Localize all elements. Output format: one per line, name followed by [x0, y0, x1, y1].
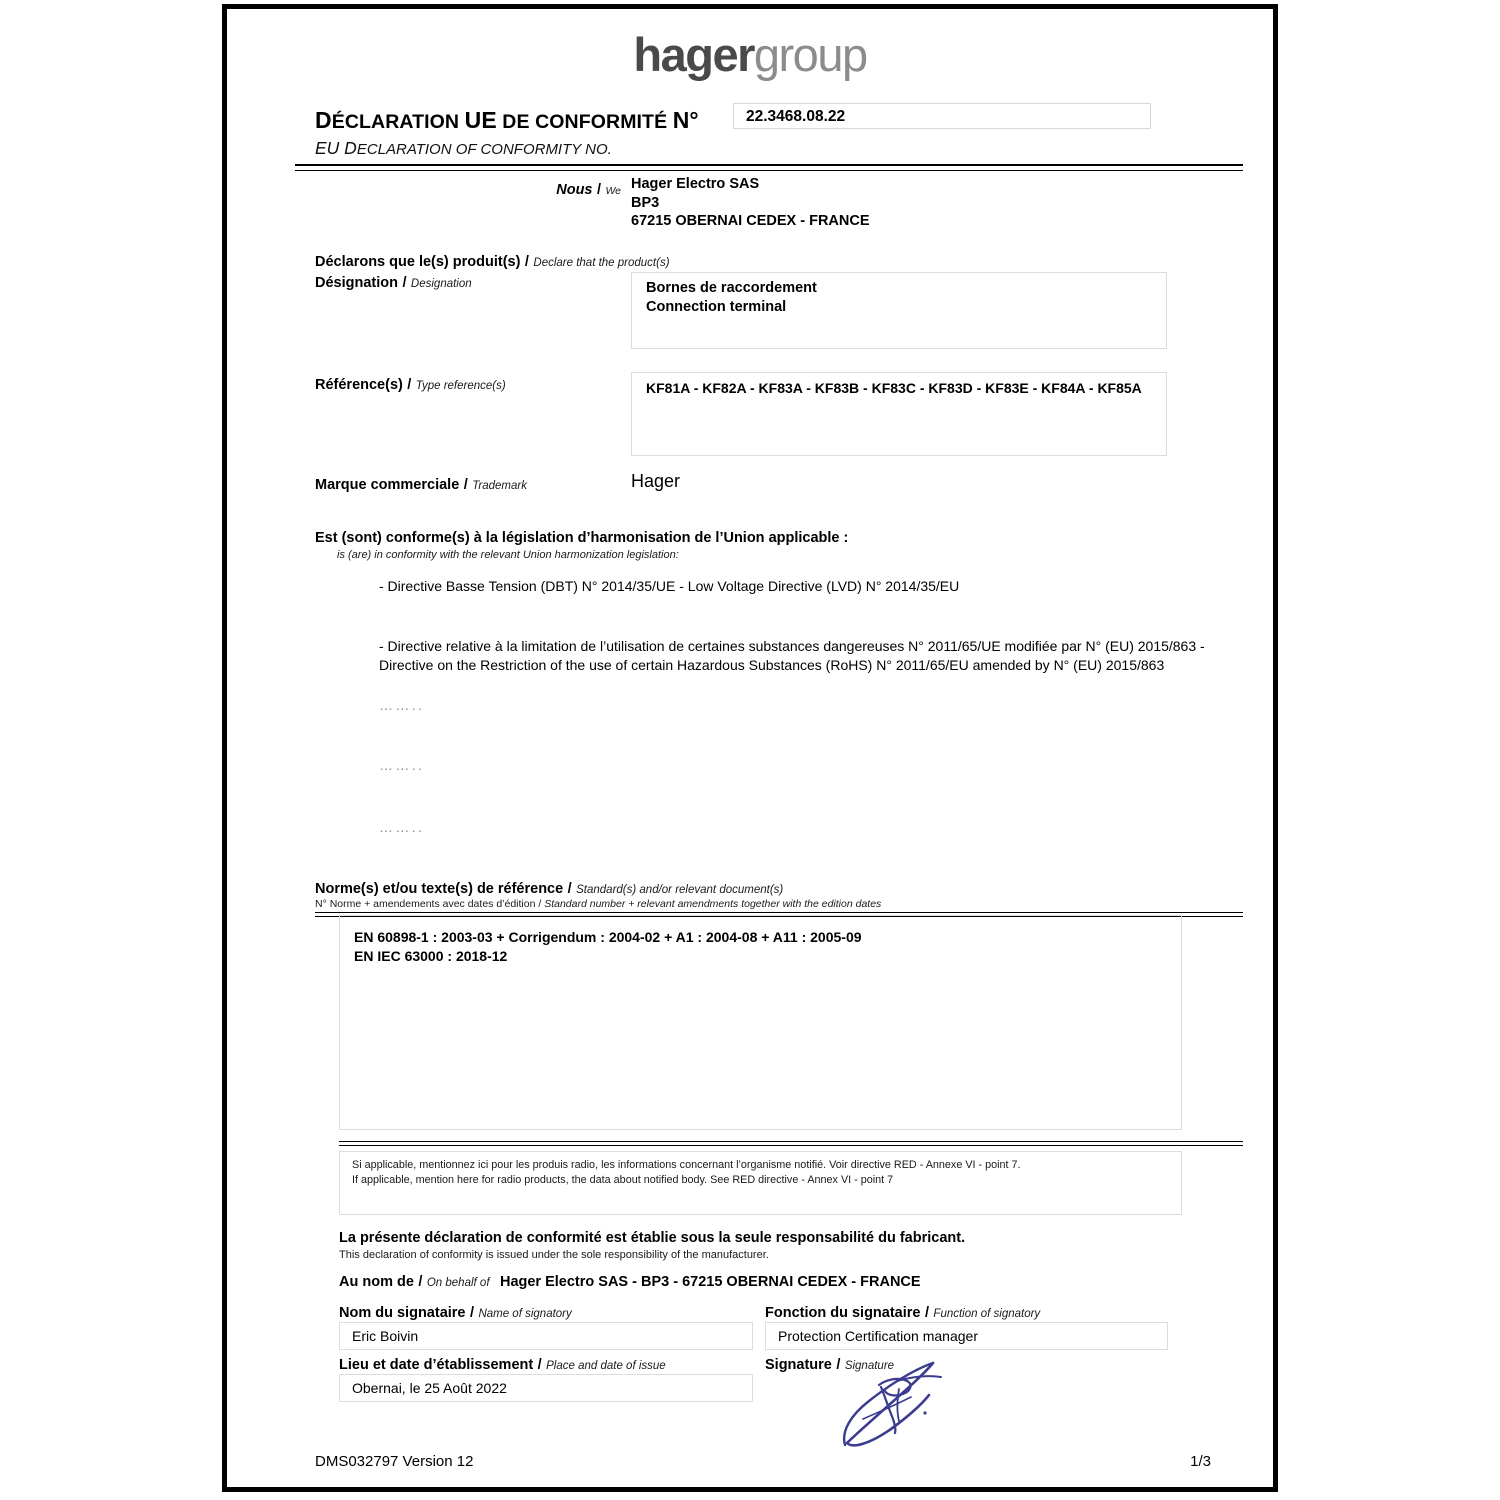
notified-body-hint-fr: Si applicable, mentionnez ici pour les produis radio, les informations concernant l’organisme notifié. Voir directive RED - Annexe VI - point 7. [352, 1159, 1021, 1171]
page-title [315, 107, 699, 134]
trademark-value: Hager [631, 471, 681, 491]
signatory-name-label-separator: / [469, 1305, 474, 1321]
signatory-name-label [339, 1304, 572, 1322]
manufacturer-address-line3: 67215 OBERNAI CEDEX - FRANCE [631, 213, 870, 229]
declare-label-separator: / [524, 254, 529, 270]
signatory-function-value: Protection Certification manager [778, 1328, 978, 1344]
place-date-label-separator: / [537, 1357, 542, 1373]
directive-item [379, 637, 1205, 675]
place-date-label-en: Place and date of issue [546, 1360, 666, 1372]
directive-rohs-en: Directive on the Restriction of the use of certain Hazardous Substances (RoHS) N° 2011/65/EU amended by N° (EU) 2015/863 [379, 657, 1165, 673]
trademark-label-fr: Marque commerciale [315, 477, 460, 493]
declare-label-fr: Déclarons que le(s) produit(s) [315, 254, 521, 270]
reference-label [315, 376, 506, 394]
signatory-function-label-en: Function of signatory [933, 1308, 1041, 1320]
directive-placeholder-dots: …….. [379, 697, 425, 713]
title-ue: UE [464, 107, 497, 133]
we-label-separator: / [596, 182, 601, 198]
title-eclaration: ÉCLARATION [331, 111, 465, 133]
manufacturer-address-line2: BP3 [631, 194, 660, 211]
signatory-name-label-en: Name of signatory [478, 1308, 572, 1320]
reference-label-fr: Référence(s) [315, 377, 403, 393]
place-date-label [339, 1356, 666, 1374]
standard-line: EN IEC 63000 : 2018-12 [354, 948, 508, 964]
declare-label-en: Declare that the product(s) [533, 257, 670, 269]
reference-field[interactable] [631, 372, 1167, 456]
designation-label-separator: / [402, 275, 407, 291]
declaration-number-field[interactable] [733, 103, 1151, 129]
designation-label-en: Designation [410, 278, 472, 290]
signatory-name-field[interactable] [339, 1322, 753, 1350]
title-initial: D [315, 107, 332, 133]
standards-label [315, 880, 783, 898]
we-label-en: We [605, 185, 621, 197]
logo-hager-text: hager [633, 28, 754, 81]
notified-body-divider [339, 1141, 1243, 1146]
signatory-function-label [765, 1304, 1040, 1322]
designation-label-fr: Désignation [315, 275, 398, 291]
responsibility-statement-fr: La présente déclaration de conformité est établie sous la seule responsabilité du fabricant. [339, 1230, 966, 1246]
trademark-label [315, 476, 527, 494]
signatory-name-value: Eric Boivin [352, 1328, 419, 1344]
logo-group-text: group [753, 28, 867, 81]
document-sheet [227, 9, 1273, 1487]
directive-item: - Directive Basse Tension (DBT) N° 2014/35/UE - Low Voltage Directive (LVD) N° 2014/35/EU [379, 578, 960, 594]
footer-page-number: 1/3 [1190, 1453, 1211, 1470]
signatory-name-label-fr: Nom du signataire [339, 1305, 466, 1321]
conformity-heading-fr: Est (sont) conforme(s) à la législation d’harmonisation de l’Union applicable : [315, 530, 849, 546]
reference-label-separator: / [407, 377, 412, 393]
title-no-symbol: N° [672, 107, 699, 133]
place-date-field[interactable] [339, 1374, 753, 1402]
signature-label [765, 1356, 894, 1374]
declaration-number-value: 22.3468.08.22 [746, 108, 846, 125]
subtitle-initial: EU D [315, 138, 357, 158]
directive-rohs-fr: - Directive relative à la limitation de l’utilisation de certaines substances dangereuses N° 2011/65/UE modifiée par N° (EU) 2015/863 - [379, 638, 1205, 654]
reference-label-en: Type reference(s) [415, 380, 506, 392]
title-rest: DE CONFORMITÉ [496, 111, 673, 133]
trademark-label-en: Trademark [472, 480, 527, 492]
place-date-label-fr: Lieu et date d’établissement [339, 1357, 534, 1373]
standards-sublabel-fr: N° Norme + amendements avec dates d’édition / [315, 898, 545, 910]
signatory-function-label-separator: / [924, 1305, 929, 1321]
notified-body-hint [352, 1158, 1021, 1188]
signature-dot [923, 1411, 926, 1414]
document-page-frame [222, 4, 1278, 1492]
standards-values [354, 928, 862, 966]
standards-sublabel [315, 898, 881, 910]
notified-body-hint-en: If applicable, mention here for radio products, the data about notified body. See RED directive - Annex VI - point 7 [352, 1174, 894, 1186]
hager-group-logo [227, 28, 1273, 81]
manufacturer-address [631, 175, 870, 231]
designation-value-fr: Bornes de raccordement [646, 280, 817, 296]
notified-body-field[interactable] [339, 1151, 1182, 1215]
standards-sublabel-en: Standard number + relevant amendments together with the edition dates [544, 898, 882, 910]
standards-label-separator: / [567, 881, 572, 897]
manufacturer-name: Hager Electro SAS [631, 176, 760, 192]
responsibility-statement-en: This declaration of conformity is issued under the sole responsibility of the manufacturer. [339, 1249, 769, 1261]
standard-line: EN 60898-1 : 2003-03 + Corrigendum : 2004-02 + A1 : 2004-08 + A11 : 2005-09 [354, 929, 862, 945]
we-label-fr: Nous [556, 182, 593, 198]
conformity-heading-en: is (are) in conformity with the relevant Union harmonization legislation: [337, 549, 679, 561]
on-behalf-value: Hager Electro SAS - BP3 - 67215 OBERNAI CEDEX - FRANCE [499, 1274, 921, 1290]
on-behalf-label-separator: / [418, 1274, 423, 1290]
designation-value-en: Connection terminal [646, 298, 787, 315]
declare-products-label [315, 253, 670, 271]
place-date-value: Obernai, le 25 Août 2022 [352, 1380, 507, 1396]
signature-label-separator: / [836, 1357, 841, 1373]
directive-placeholder-dots: …….. [379, 819, 425, 835]
reference-value: KF81A - KF82A - KF83A - KF83B - KF83C - KF83D - KF83E - KF84A - KF85A [646, 380, 1142, 396]
standards-field[interactable] [339, 915, 1182, 1130]
signature-label-fr: Signature [765, 1357, 832, 1373]
on-behalf-label-fr: Au nom de [339, 1274, 414, 1290]
subtitle-rest: ECLARATION OF CONFORMITY NO. [356, 141, 612, 158]
footer-document-id: DMS032797 Version 12 [315, 1453, 474, 1470]
signatory-function-field[interactable] [765, 1322, 1168, 1350]
standards-label-fr: Norme(s) et/ou texte(s) de référence [315, 881, 564, 897]
signature-label-en: Signature [844, 1360, 895, 1372]
designation-value [646, 279, 817, 316]
on-behalf-row [339, 1273, 921, 1291]
designation-field[interactable] [631, 272, 1167, 349]
we-label [527, 181, 621, 199]
page-subtitle [315, 138, 612, 159]
designation-label [315, 274, 472, 292]
declaration-title-row [315, 107, 1243, 135]
directive-placeholder-dots: …….. [379, 757, 425, 773]
signatory-function-label-fr: Fonction du signataire [765, 1305, 921, 1321]
on-behalf-label-en: On behalf of [426, 1277, 490, 1289]
standards-label-en: Standard(s) and/or relevant document(s) [576, 884, 784, 896]
trademark-label-separator: / [463, 477, 468, 493]
header-divider [295, 164, 1243, 171]
